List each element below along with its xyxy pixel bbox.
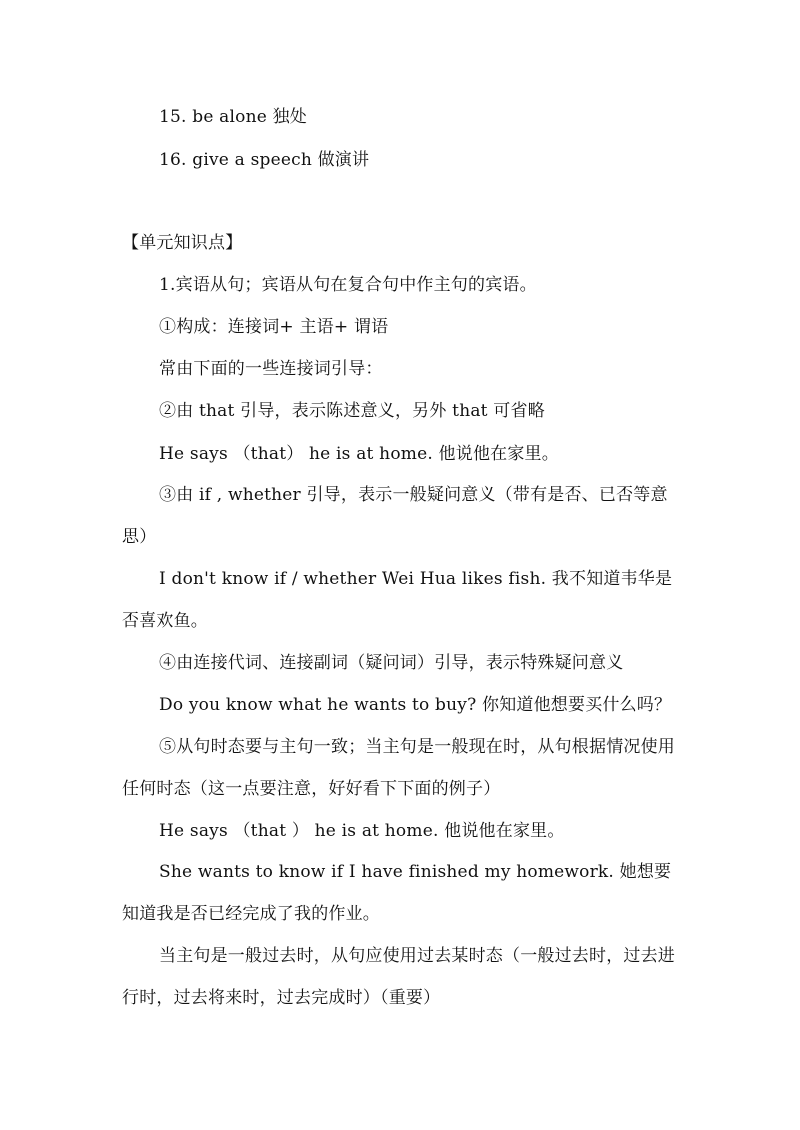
vocab-item-15: 15. be alone 独处 bbox=[159, 107, 308, 127]
point-that: ②由 that 引导，表示陈述意义，另外 that 可省略 bbox=[159, 401, 545, 421]
example-present-tense-1: He says （that ） he is at home. 他说他在家里。 bbox=[159, 821, 565, 841]
example-if-whether: I don't know if / whether Wei Hua likes fish. 我不知道韦华是否喜欢鱼。 bbox=[122, 569, 673, 631]
point-wh-words: ④由连接代词、连接副词（疑问词）引导，表示特殊疑问意义 bbox=[159, 653, 624, 673]
point-1-object-clause: 1.宾语从句；宾语从句在复合句中作主句的宾语。 bbox=[159, 275, 537, 295]
conjunction-intro: 常由下面的一些连接词引导： bbox=[159, 359, 383, 379]
point-tense-agreement: ⑤从句时态要与主句一致；当主句是一般现在时，从句根据情况使用任何时态（这一点要注意，好好看下下面的例子） bbox=[122, 737, 675, 799]
point-if-whether: ③由 if , whether 引导，表示一般疑问意义（带有是否、已否等意思） bbox=[122, 485, 668, 547]
section-heading: 【单元知识点】 bbox=[122, 233, 243, 253]
vocab-item-16: 16. give a speech 做演讲 bbox=[159, 150, 370, 170]
example-present-tense-2: She wants to know if I have finished my homework. 她想要知道我是否已经完成了我的作业。 bbox=[122, 862, 672, 924]
example-wh-words: Do you know what he wants to buy? 你知道他想要买什么吗？ bbox=[159, 695, 672, 715]
example-that: He says （that） he is at home. 他说他在家里。 bbox=[159, 444, 559, 464]
point-past-tense: 当主句是一般过去时，从句应使用过去某时态（一般过去时，过去进行时，过去将来时，过去完成时）（重要） bbox=[122, 946, 675, 1008]
point-structure: ①构成：连接词+ 主语+ 谓语 bbox=[159, 317, 389, 337]
